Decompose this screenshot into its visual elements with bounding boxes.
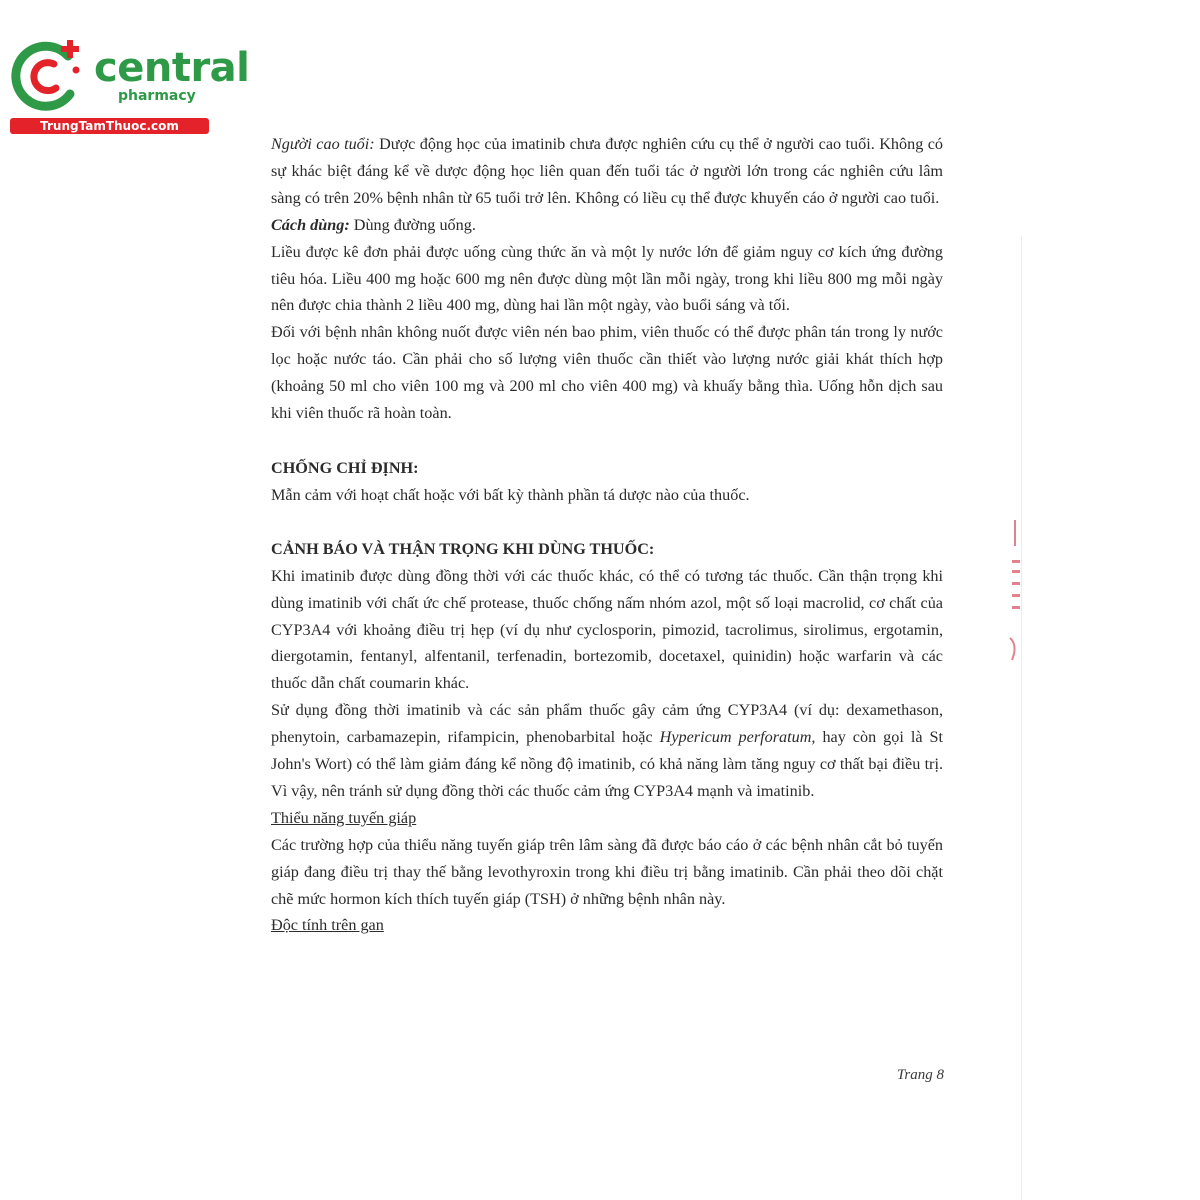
pharmacy-c-cross-icon [10,38,90,116]
pharmacy-logo[interactable] [10,38,250,138]
hypothyroidism-heading: Thiểu năng tuyến giáp [271,808,417,827]
hypothyroidism-paragraph: Các trường hợp của thiểu năng tuyến giáp trên lâm sàng đã được báo cáo ở các bệnh nhân cắt bỏ tuyến giáp đang điều trị thay thế bằng levothyroxin trong khi điều trị bằng imatinib. Cần phải theo dõi chặt chẽ mức hormon kích thích tuyến giáp (TSH) ở những bệnh nhân này. [271,835,943,908]
elderly-label: Người cao tuổi: [271,135,375,153]
contraindication-heading: CHỐNG CHỈ ĐỊNH: [271,458,419,477]
page-number: Trang 8 [896,1067,944,1083]
brand-name: central [94,45,250,91]
red-stamp-fragment-icon [1008,520,1024,680]
site-badge[interactable]: TrungTamThuoc.com [10,118,209,134]
warnings-paragraph-2 [271,697,943,805]
warnings-heading: CẢNH BÁO VÀ THẬN TRỌNG KHI DÙNG THUỐC: [271,539,655,558]
hepatotoxicity-heading: Độc tính trên gan [271,916,384,935]
warnings-text-2a: Sử dụng đồng thời imatinib và các sản phẩm thuốc gây cảm ứng CYP3A4 (ví dụ: dexamethason, phenytoin, carbamazepin, rifampicin, phenobarbital hoặc [271,701,943,747]
page-edge-line [1021,236,1022,1200]
brand-subtitle: pharmacy [118,88,196,104]
usage-label: Cách dùng: [271,215,350,234]
warnings-text-2b: hay còn gọi là St John's Wort) có thể làm giảm đáng kể nồng độ imatinib, có khả năng làm tăng nguy cơ thất bại điều trị. Vì vậy, nên tránh sử dụng đồng thời các thuốc cảm ứng CYP3A4 mạnh và imatinib. [271,728,943,800]
usage-text: Dùng đường uống. [349,215,476,234]
warnings-paragraph-1: Khi imatinib được dùng đồng thời với các thuốc khác, có thể có tương tác thuốc. Cần thận trọng khi dùng imatinib với chất ức chế protease, thuốc chống nấm nhóm azol, một số loại macrolid, cơ chất của CYP3A4 với khoảng điều trị hẹp (ví dụ như cyclosporin, pimozid, tacrolimus, sirolimus, ergotamin, diergotamin, fentanyl, alfentanil, terfenadin, bortezomib, docetaxel, quinidin) hoặc warfarin và các thuốc dẫn chất coumarin khác. [271,566,943,693]
document-page [271,131,943,939]
dose-paragraph: Liều được kê đơn phải được uống cùng thức ăn và một ly nước lớn để giảm nguy cơ kích ứng đường tiêu hóa. Liều 400 mg hoặc 600 mg nên được dùng một lần mỗi ngày, trong khi liều 800 mg mỗi ngày nên được chia thành 2 liều 400 mg, dùng hai lần một ngày, vào buổi sáng và tối. [271,242,943,315]
contraindication-paragraph: Mẫn cảm với hoạt chất hoặc với bất kỳ thành phần tá dược nào của thuốc. [271,485,750,504]
elderly-text: Dược động học của imatinib chưa được nghiên cứu cụ thể ở người cao tuổi. Không có sự khác biệt đáng kể về dược động học liên quan đến tuổi tác ở người lớn trong các nghiên cứu lâm sàng có trên 20% bệnh nhân từ 65 tuổi trở lên. Không có liều cụ thể được khuyến cáo ở người cao tuổi. [271,135,943,207]
elderly-paragraph [271,131,943,212]
hypericum-term: Hypericum perforatum, [659,728,816,747]
swallow-paragraph: Đối với bệnh nhân không nuốt được viên nén bao phim, viên thuốc có thể được phân tán trong ly nước lọc hoặc nước táo. Cần phải cho số lượng viên thuốc cần thiết vào lượng nước giải khát thích hợp (khoảng 50 ml cho viên 100 mg và 200 ml cho viên 400 mg) và khuấy bằng thìa. Uống hỗn dịch sau khi viên thuốc rã hoàn toàn. [271,323,943,423]
usage-paragraph [271,212,943,239]
